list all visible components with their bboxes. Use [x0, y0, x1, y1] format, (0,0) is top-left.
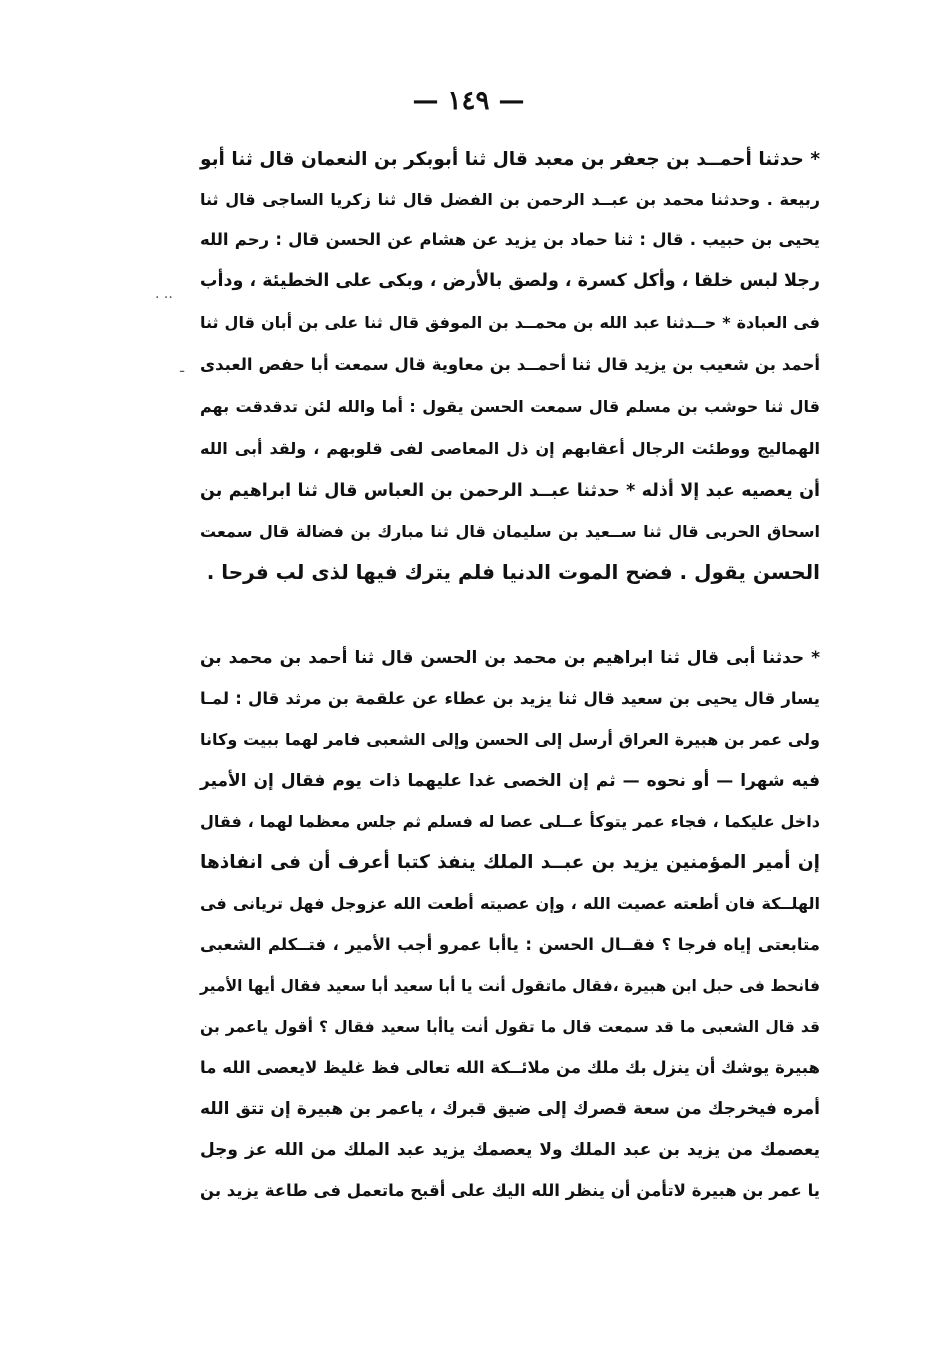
text-line: متابعتى إياه فرجا ؟ فقــال الحسن : ياأبا عمرو أجب الأمير ، فتــكلم الشعبى [200, 935, 820, 954]
page-number: — ١٤٩ — [412, 86, 525, 116]
margin-mark: ـ [180, 360, 185, 376]
text-line: اسحاق الحربى قال ثنا ســعيد بن سليمان قال ثنا مبارك بن فضالة قال سمعت [200, 522, 820, 541]
text-line: أمره فيخرجك من سعة قصرك إلى ضيق قبرك ، ياعمر بن هبيرة إن تتق الله [200, 1099, 820, 1119]
text-line: يحيى بن حبيب . قال : ثنا حماد بن يزيد عن هشام عن الحسن قال : رحم الله [200, 230, 820, 249]
text-line: الهلــكة فان أطعته عصيت الله ، وإن عصيته أطعت الله عزوجل فهل تريانى فى [200, 894, 820, 913]
text-line: أحمد بن شعيب بن يزيد قال ثنا أحمــد بن معاوية قال سمعت أبا حفص العبدى [200, 355, 820, 374]
text-line: يسار قال يحيى بن سعيد قال ثنا يزيد بن عطاء عن علقمة بن مرثد قال : لمـا [200, 689, 820, 708]
text-line: يا عمر بن هبيرة لاتأمن أن ينظر الله اليك على أقبح ماتعمل فى طاعة يزيد بن [200, 1181, 820, 1200]
text-line: رجلا لبس خلقا ، وأكل كسرة ، ولصق بالأرض ، وبكى على الخطيئة ، ودأب [199, 271, 820, 291]
text-line: ولى عمر بن هبيرة العراق أرسل إلى الحسن وإلى الشعبى فامر لهما ببيت وكانا [200, 730, 820, 749]
text-line: داخل عليكما ، فجاء عمر يتوكأ عــلى عصا له فسلم ثم جلس معظما لهما ، فقال [200, 812, 820, 831]
text-line: فى العبادة * حــدثنا عبد الله بن محمــد بن الموفق قال ثنا على بن أبان قال ثنا [200, 313, 820, 332]
text-line: قال ثنا حوشب بن مسلم قال سمعت الحسن يقول : أما والله لئن تدقدقت بهم [200, 397, 820, 416]
text-line: ربيعة . وحدثنا محمد بن عبــد الرحمن بن الفضل قال ثنا زكريا الساجى قال ثنا [200, 190, 820, 209]
text-line: فيه شهرا — أو نحوه — ثم إن الخصى غدا عليهما ذات يوم فقال إن الأمير [200, 771, 820, 791]
margin-mark: . .. [155, 286, 173, 302]
text-line: يعصمك من يزيد بن عبد الملك ولا يعصمك يزيد عبد الملك من الله عز وجل [200, 1140, 820, 1160]
text-line: إن أمير المؤمنين يزيد بن عبــد الملك ينفذ كتبا أعرف أن فى انفاذها [200, 852, 820, 873]
text-line: الحسن يقول . فضح الموت الدنيا فلم يترك فيها لذى لب فرحا . [206, 560, 820, 584]
text-line: الهماليج ووطئت الرجال أعقابهم إن ذل المعاصى لفى قلوبهم ، ولقد أبى الله [200, 439, 820, 458]
text-line: قد قال الشعبى ما قد سمعت قال ما تقول أنت ياأبا سعيد فقال ؟ أقول ياعمر بن [200, 1018, 820, 1036]
text-line: * حدثنا أحمــد بن جعفر بن معبد قال ثنا أبوبكر بن النعمان قال ثنا أبو [200, 149, 820, 170]
text-line: فانحط فى حبل ابن هبيرة ،فقال ماتقول أنت يا أبا سعيد أبا سعيد فقال أيها الأمير [200, 977, 820, 995]
text-line: * حدثنا أبى قال ثنا ابراهيم بن محمد بن الحسن قال ثنا أحمد بن محمد بن [200, 648, 820, 668]
text-line: هبيرة يوشك أن ينزل بك ملك من ملائــكة الله تعالى فظ غليظ لايعصى الله ما [200, 1058, 820, 1077]
text-line: أن يعصيه عبد إلا أذله * حدثنا عبــد الرحمن بن العباس قال ثنا ابراهيم بن [200, 481, 820, 501]
